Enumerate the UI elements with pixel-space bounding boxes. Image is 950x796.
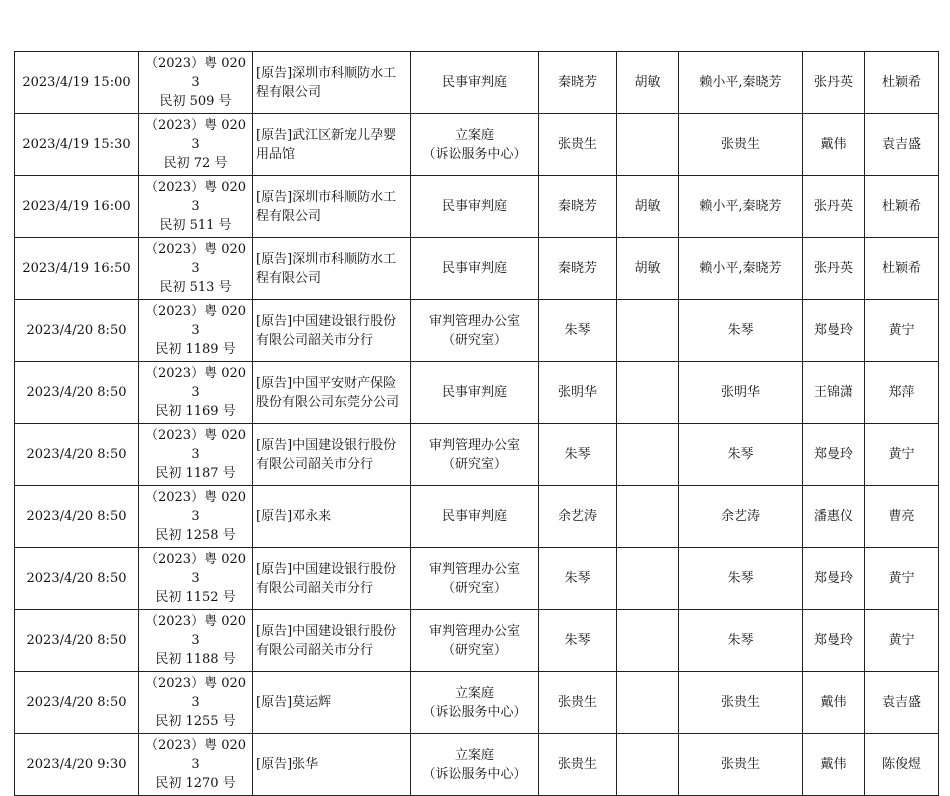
- party-name: [原告]深圳市科顺防水工程有限公司: [253, 176, 411, 238]
- department-line: 民事审判庭: [441, 75, 507, 90]
- case-number-line: （2023）粤 0203: [144, 552, 247, 586]
- case-number-line: （2023）粤 0203: [144, 304, 247, 338]
- judge-assistant: 陈俊煜: [865, 734, 939, 796]
- juror: [617, 362, 679, 424]
- presiding-judge: 秦晓芳: [539, 238, 617, 300]
- court-clerk: 戴伟: [803, 734, 865, 796]
- case-number: [139, 176, 253, 238]
- table-row: [15, 672, 939, 734]
- case-number: [139, 300, 253, 362]
- collegiate-panel: 赖小平,秦晓芳: [679, 176, 803, 238]
- case-number-line: （2023）粤 0203: [144, 490, 247, 524]
- juror: [617, 114, 679, 176]
- hearing-time: 2023/4/20 8:50: [15, 610, 139, 672]
- court-clerk: 张丹英: [803, 52, 865, 114]
- collegiate-panel: 赖小平,秦晓芳: [679, 52, 803, 114]
- court-clerk: 郑曼玲: [803, 610, 865, 672]
- department: [411, 734, 539, 796]
- table-row: [15, 548, 939, 610]
- case-number-line: （2023）粤 0203: [144, 242, 247, 276]
- judge-assistant: 黄宁: [865, 610, 939, 672]
- judge-assistant: 袁吉盛: [865, 114, 939, 176]
- judge-assistant: 杜颖希: [865, 52, 939, 114]
- party-name: [原告]武江区新宠儿孕婴用品馆: [253, 114, 411, 176]
- table-row: [15, 238, 939, 300]
- hearing-time: 2023/4/20 9:30: [15, 734, 139, 796]
- table-row: [15, 610, 939, 672]
- court-clerk: 潘惠仪: [803, 486, 865, 548]
- case-number-line: 民初 1187 号: [155, 466, 236, 481]
- case-number: [139, 114, 253, 176]
- court-clerk: 郑曼玲: [803, 548, 865, 610]
- hearing-time: 2023/4/20 8:50: [15, 486, 139, 548]
- collegiate-panel: 余艺涛: [679, 486, 803, 548]
- case-number-line: 民初 1270 号: [155, 776, 236, 791]
- case-number-line: 民初 509 号: [159, 94, 232, 109]
- presiding-judge: 朱琴: [539, 610, 617, 672]
- case-number-line: 民初 1189 号: [155, 342, 236, 357]
- case-number: [139, 238, 253, 300]
- presiding-judge: 张明华: [539, 362, 617, 424]
- department: [411, 52, 539, 114]
- court-clerk: 郑曼玲: [803, 424, 865, 486]
- court-clerk: 郑曼玲: [803, 300, 865, 362]
- department-line: 审判管理办公室: [428, 437, 520, 453]
- court-clerk: 张丹英: [803, 176, 865, 238]
- department: [411, 238, 539, 300]
- department: [411, 424, 539, 486]
- department-line: （诉讼服务中心）: [422, 704, 527, 720]
- department-line: 审判管理办公室: [428, 313, 520, 329]
- table-row: [15, 300, 939, 362]
- case-number-line: 民初 72 号: [163, 156, 228, 171]
- department-line: 立案庭: [454, 685, 494, 701]
- case-number: [139, 52, 253, 114]
- case-number-line: 民初 511 号: [159, 218, 232, 233]
- schedule-body: [15, 52, 939, 796]
- department: [411, 610, 539, 672]
- presiding-judge: 朱琴: [539, 300, 617, 362]
- judge-assistant: 郑萍: [865, 362, 939, 424]
- case-number-line: （2023）粤 0203: [144, 676, 247, 710]
- hearing-time: 2023/4/20 8:50: [15, 548, 139, 610]
- case-number-line: （2023）粤 0203: [144, 428, 247, 462]
- juror: [617, 734, 679, 796]
- department-line: 立案庭: [454, 747, 494, 763]
- department: [411, 114, 539, 176]
- juror: 胡敏: [617, 52, 679, 114]
- department: [411, 300, 539, 362]
- judge-assistant: 黄宁: [865, 548, 939, 610]
- judge-assistant: 曹亮: [865, 486, 939, 548]
- department-line: （研究室）: [441, 642, 507, 658]
- juror: [617, 300, 679, 362]
- party-name: [原告]深圳市科顺防水工程有限公司: [253, 52, 411, 114]
- court-clerk: 戴伟: [803, 672, 865, 734]
- presiding-judge: 秦晓芳: [539, 52, 617, 114]
- juror: 胡敏: [617, 238, 679, 300]
- table-row: [15, 362, 939, 424]
- collegiate-panel: 朱琴: [679, 424, 803, 486]
- party-name: [原告]张华: [253, 734, 411, 796]
- department: [411, 672, 539, 734]
- collegiate-panel: 张贵生: [679, 672, 803, 734]
- presiding-judge: 张贵生: [539, 114, 617, 176]
- case-number-line: （2023）粤 0203: [144, 738, 247, 772]
- case-number-line: 民初 1258 号: [155, 528, 236, 543]
- presiding-judge: 秦晓芳: [539, 176, 617, 238]
- case-number-line: （2023）粤 0203: [144, 366, 247, 400]
- judge-assistant: 黄宁: [865, 300, 939, 362]
- case-number: [139, 486, 253, 548]
- case-number: [139, 734, 253, 796]
- collegiate-panel: 张贵生: [679, 734, 803, 796]
- case-number: [139, 424, 253, 486]
- presiding-judge: 张贵生: [539, 672, 617, 734]
- court-clerk: 张丹英: [803, 238, 865, 300]
- party-name: [原告]深圳市科顺防水工程有限公司: [253, 238, 411, 300]
- department-line: （诉讼服务中心）: [422, 146, 527, 162]
- party-name: [原告]中国建设银行股份有限公司韶关市分行: [253, 300, 411, 362]
- department: [411, 176, 539, 238]
- department-line: 民事审判庭: [441, 509, 507, 524]
- juror: [617, 486, 679, 548]
- department-line: （研究室）: [441, 456, 507, 472]
- collegiate-panel: 赖小平,秦晓芳: [679, 238, 803, 300]
- party-name: [原告]邓永来: [253, 486, 411, 548]
- party-name: [原告]中国建设银行股份有限公司韶关市分行: [253, 610, 411, 672]
- hearing-time: 2023/4/19 15:00: [15, 52, 139, 114]
- case-number: [139, 548, 253, 610]
- party-name: [原告]中国平安财产保险股份有限公司东莞分公司: [253, 362, 411, 424]
- case-number-line: 民初 1255 号: [155, 714, 236, 729]
- case-number-line: 民初 1169 号: [155, 404, 236, 419]
- table-row: [15, 424, 939, 486]
- case-number-line: （2023）粤 0203: [144, 56, 247, 90]
- juror: 胡敏: [617, 176, 679, 238]
- hearing-time: 2023/4/20 8:50: [15, 362, 139, 424]
- department-line: （诉讼服务中心）: [422, 766, 527, 782]
- department-line: 民事审判庭: [441, 261, 507, 276]
- collegiate-panel: 张明华: [679, 362, 803, 424]
- department: [411, 362, 539, 424]
- hearing-time: 2023/4/19 16:00: [15, 176, 139, 238]
- collegiate-panel: 朱琴: [679, 548, 803, 610]
- judge-assistant: 袁吉盛: [865, 672, 939, 734]
- case-number: [139, 610, 253, 672]
- collegiate-panel: 朱琴: [679, 610, 803, 672]
- juror: [617, 610, 679, 672]
- collegiate-panel: 张贵生: [679, 114, 803, 176]
- presiding-judge: 朱琴: [539, 548, 617, 610]
- juror: [617, 672, 679, 734]
- hearing-schedule-table: [14, 51, 939, 796]
- case-number: [139, 362, 253, 424]
- case-number-line: 民初 1152 号: [155, 590, 236, 605]
- judge-assistant: 杜颖希: [865, 238, 939, 300]
- department-line: 民事审判庭: [441, 199, 507, 214]
- party-name: [原告]莫运辉: [253, 672, 411, 734]
- department-line: 立案庭: [454, 127, 494, 143]
- department: [411, 486, 539, 548]
- department-line: 审判管理办公室: [428, 623, 520, 639]
- department-line: 民事审判庭: [441, 385, 507, 400]
- hearing-time: 2023/4/19 16:50: [15, 238, 139, 300]
- party-name: [原告]中国建设银行股份有限公司韶关市分行: [253, 424, 411, 486]
- case-number-line: 民初 1188 号: [155, 652, 236, 667]
- juror: [617, 548, 679, 610]
- hearing-time: 2023/4/20 8:50: [15, 300, 139, 362]
- case-number-line: 民初 513 号: [159, 280, 232, 295]
- judge-assistant: 杜颖希: [865, 176, 939, 238]
- table-row: [15, 176, 939, 238]
- table-row: [15, 734, 939, 796]
- case-number-line: （2023）粤 0203: [144, 180, 247, 214]
- department: [411, 548, 539, 610]
- collegiate-panel: 朱琴: [679, 300, 803, 362]
- hearing-time: 2023/4/19 15:30: [15, 114, 139, 176]
- judge-assistant: 黄宁: [865, 424, 939, 486]
- case-number: [139, 672, 253, 734]
- presiding-judge: 朱琴: [539, 424, 617, 486]
- hearing-time: 2023/4/20 8:50: [15, 672, 139, 734]
- department-line: （研究室）: [441, 580, 507, 596]
- department-line: （研究室）: [441, 332, 507, 348]
- table-row: [15, 114, 939, 176]
- department-line: 审判管理办公室: [428, 561, 520, 577]
- party-name: [原告]中国建设银行股份有限公司韶关市分行: [253, 548, 411, 610]
- case-number-line: （2023）粤 0203: [144, 118, 247, 152]
- juror: [617, 424, 679, 486]
- court-clerk: 戴伟: [803, 114, 865, 176]
- hearing-time: 2023/4/20 8:50: [15, 424, 139, 486]
- case-number-line: （2023）粤 0203: [144, 614, 247, 648]
- table-row: [15, 52, 939, 114]
- presiding-judge: 张贵生: [539, 734, 617, 796]
- presiding-judge: 余艺涛: [539, 486, 617, 548]
- table-row: [15, 486, 939, 548]
- court-clerk: 王锦潇: [803, 362, 865, 424]
